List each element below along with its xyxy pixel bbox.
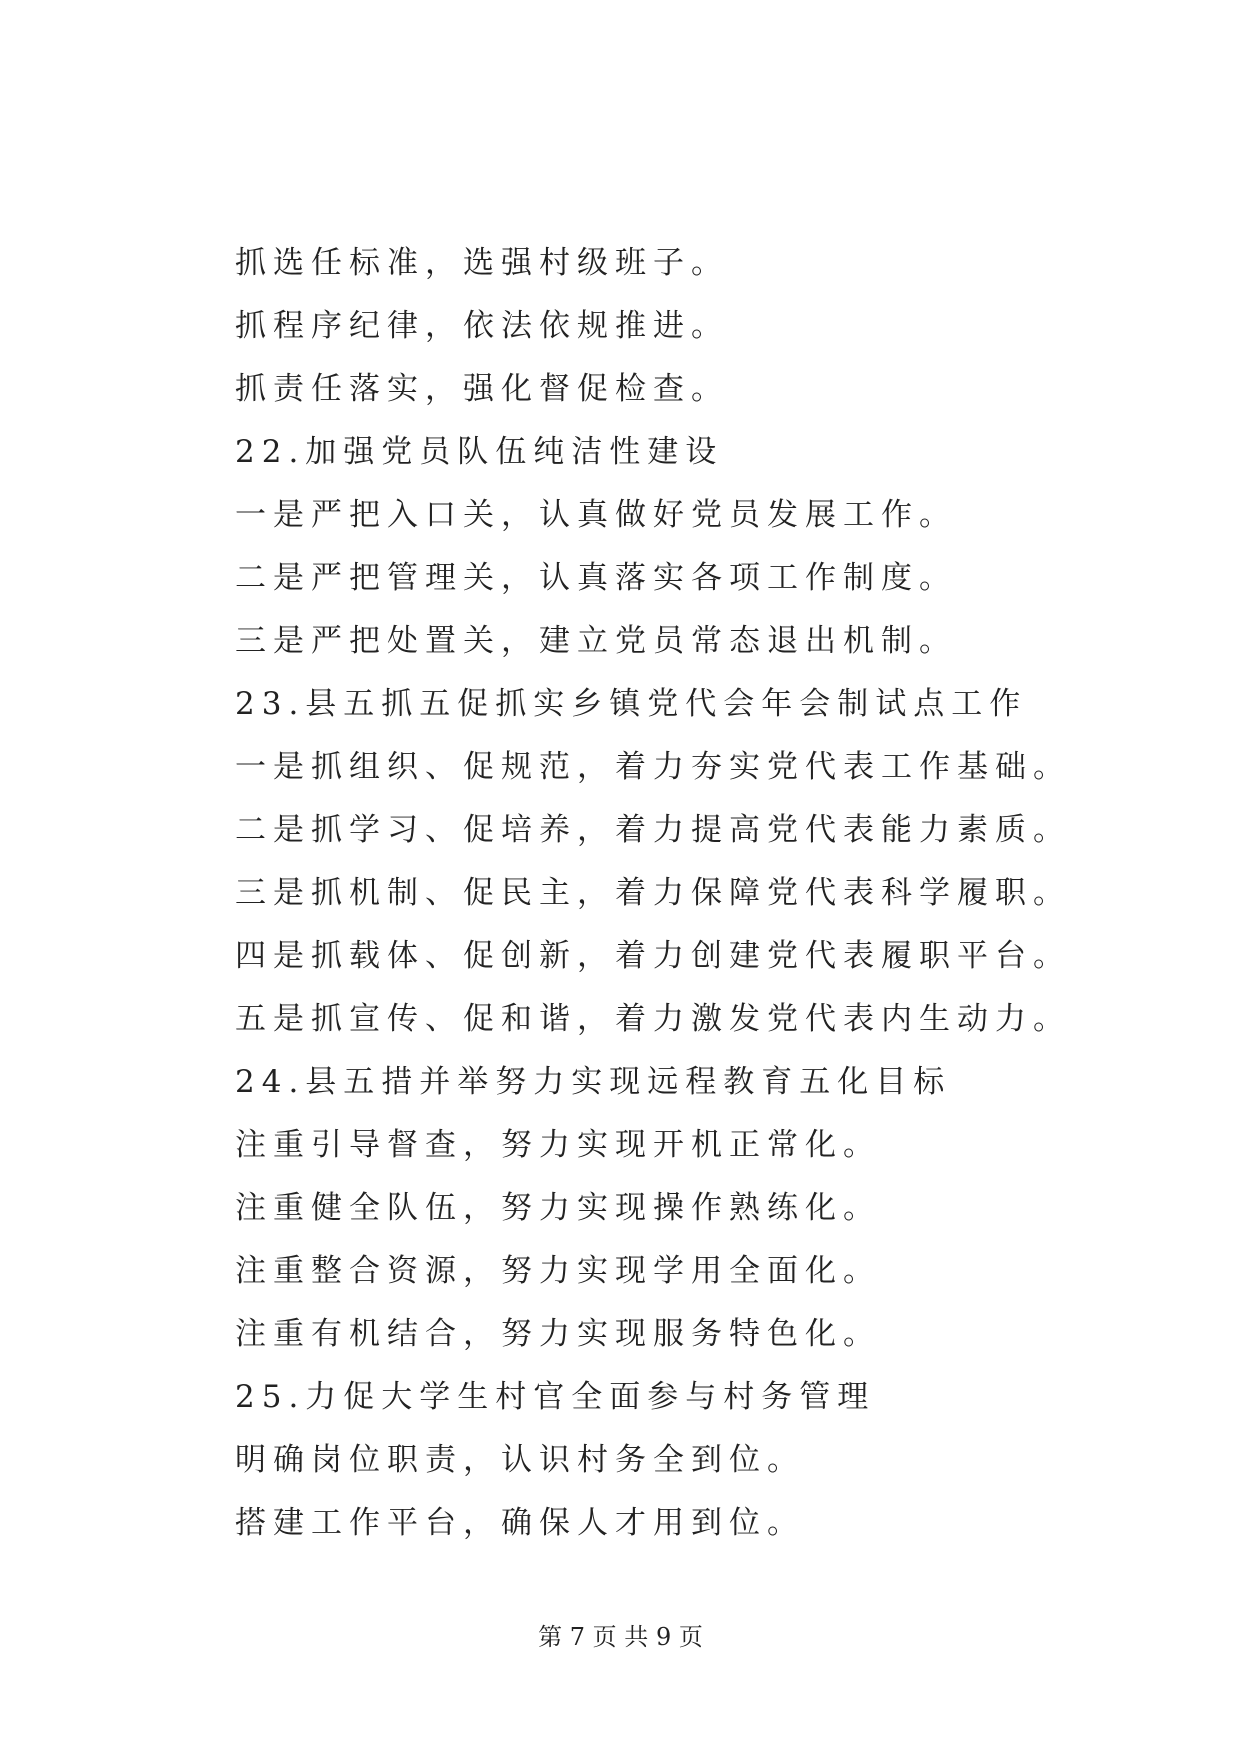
text-line: 三是严把处置关，建立党员常态退出机制。 (235, 623, 957, 659)
text-line: 五是抓宣传、促和谐，着力激发党代表内生动力。 (235, 1001, 1071, 1037)
section-heading: 23.县五抓五促抓实乡镇党代会年会制试点工作 (235, 686, 1028, 722)
text-line: 四是抓载体、促创新，着力创建党代表履职平台。 (235, 938, 1071, 974)
page-footer: 第 7 页 共 9 页 (538, 1623, 703, 1651)
section-heading: 24.县五措并举努力实现远程教育五化目标 (235, 1064, 952, 1100)
document-body (235, 232, 1071, 1555)
text-line: 注重整合资源，努力实现学用全面化。 (235, 1253, 881, 1289)
text-line: 一是严把入口关，认真做好党员发展工作。 (235, 497, 957, 533)
text-line: 二是严把管理关，认真落实各项工作制度。 (235, 560, 957, 596)
text-line: 二是抓学习、促培养，着力提高党代表能力素质。 (235, 812, 1071, 848)
section-heading: 25.力促大学生村官全面参与村务管理 (235, 1379, 876, 1415)
text-line: 注重引导督查，努力实现开机正常化。 (235, 1127, 881, 1163)
text-line: 抓程序纪律，依法依规推进。 (235, 308, 729, 344)
text-line: 注重有机结合，努力实现服务特色化。 (235, 1316, 881, 1352)
text-line: 注重健全队伍，努力实现操作熟练化。 (235, 1190, 881, 1226)
text-line: 一是抓组织、促规范，着力夯实党代表工作基础。 (235, 749, 1071, 785)
text-line: 明确岗位职责，认识村务全到位。 (235, 1442, 805, 1478)
text-line: 抓选任标准，选强村级班子。 (235, 245, 729, 281)
text-line: 搭建工作平台，确保人才用到位。 (235, 1505, 805, 1541)
text-line: 三是抓机制、促民主，着力保障党代表科学履职。 (235, 875, 1071, 911)
section-heading: 22.加强党员队伍纯洁性建设 (235, 434, 724, 470)
text-line: 抓责任落实，强化督促检查。 (235, 371, 729, 407)
